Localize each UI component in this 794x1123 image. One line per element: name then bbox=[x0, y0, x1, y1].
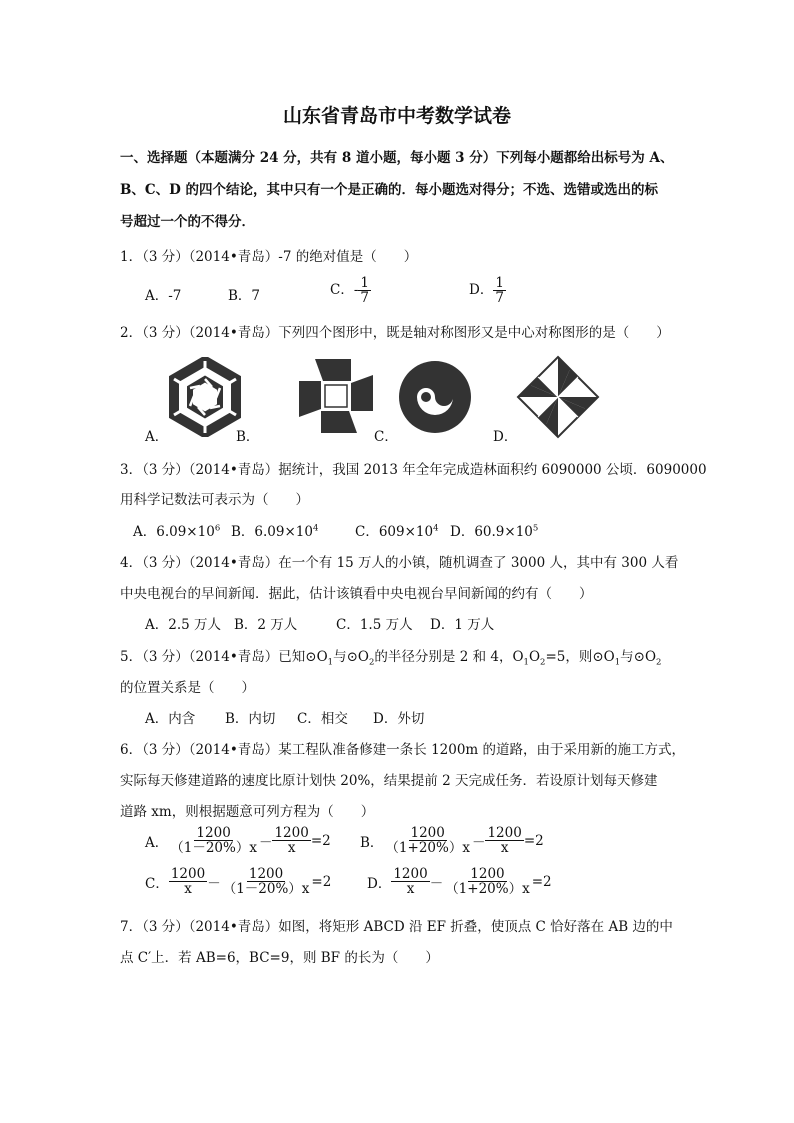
q1-c-numerator: 1 bbox=[360, 275, 369, 291]
q6-c-fraction-2 bbox=[221, 867, 312, 896]
q3-option-b-base: B．6.09×10 bbox=[231, 524, 313, 540]
q5-text-1: 5．（3 分）（2014•青岛）已知⊙O bbox=[120, 649, 328, 665]
q1-option-a: A．-7 bbox=[145, 288, 182, 304]
q6-a-equals: =2 bbox=[310, 832, 331, 849]
question-5-line-2: 的位置关系是（ ） bbox=[120, 680, 255, 696]
q6-c-f2-numerator: 1200 bbox=[248, 866, 284, 882]
question-4-line-1: 4．（3 分）（2014•青岛）在一个有 15 万人的小镇，随机调查了 3000 人，其中有 300 人看 bbox=[120, 555, 679, 571]
q5-text-6: 与⊙O bbox=[620, 649, 657, 665]
q3-option-c-exponent: 4 bbox=[433, 523, 439, 534]
q5-text-5: =5，则⊙O bbox=[545, 649, 615, 665]
hexagon-swirl-icon bbox=[168, 357, 242, 437]
question-3-line-2: 用科学记数法可表示为（ ） bbox=[120, 492, 309, 508]
q6-option-a bbox=[145, 826, 331, 855]
question-1-stem: 1．（3 分）（2014•青岛）-7 的绝对值是（ ） bbox=[120, 249, 418, 265]
q3-option-d-base: D．60.9×10 bbox=[450, 524, 533, 540]
diamond-pinwheel-icon bbox=[516, 355, 600, 439]
q3-option-c bbox=[355, 520, 439, 540]
q6-c-f1-numerator: 1200 bbox=[170, 866, 206, 882]
q6-a-f1-denominator: （1－20%）x bbox=[170, 840, 257, 857]
tomoe-circle-icon bbox=[397, 359, 473, 435]
square-pinwheel-icon bbox=[295, 355, 377, 437]
q2-option-d-label: D． bbox=[493, 429, 518, 445]
q6-d-equals: =2 bbox=[531, 873, 552, 890]
q1-d-denominator: 7 bbox=[495, 290, 504, 307]
q6-option-d-label: D． bbox=[367, 875, 392, 892]
q3-option-a bbox=[133, 520, 220, 540]
q6-option-a-label: A． bbox=[145, 834, 169, 851]
q1-option-c-fraction bbox=[358, 276, 371, 305]
q6-option-c bbox=[145, 867, 331, 896]
q6-c-minus: － bbox=[207, 875, 221, 892]
q6-a-f2-numerator: 1200 bbox=[274, 825, 309, 841]
q3-option-d-exponent: 5 bbox=[532, 523, 539, 534]
question-3-line-1: 3．（3 分）（2014•青岛）据统计，我国 2013 年全年完成造林面积约 6090000 公顷．6090000 bbox=[120, 462, 707, 478]
question-6-line-1: 6．（3 分）（2014•青岛）某工程队准备修建一条长 1200m 的道路，由于采用新的施工方式， bbox=[120, 742, 686, 758]
q4-option-b: B．2 万人 bbox=[234, 617, 298, 633]
q1-d-numerator: 1 bbox=[495, 275, 504, 291]
page-title: 山东省青岛市中考数学试卷 bbox=[282, 105, 511, 127]
q6-option-b-label: B． bbox=[360, 834, 384, 851]
q4-option-c: C．1.5 万人 bbox=[336, 617, 413, 633]
q6-b-f2-denominator: x bbox=[500, 840, 509, 857]
q6-d-f1-denominator: x bbox=[406, 881, 415, 898]
section-instructions-line-2: B、C、D 的四个结论，其中只有一个是正确的．每小题选对得分；不选、选错或选出的标 bbox=[120, 182, 659, 198]
q5-option-b: B．内切 bbox=[225, 711, 276, 727]
q3-option-a-base: A．6.09×10 bbox=[133, 524, 215, 540]
question-6-line-2: 实际每天修建道路的速度比原计划快 20%，结果提前 2 天完成任务．若设原计划每天修建 bbox=[120, 773, 658, 789]
q4-option-d: D．1 万人 bbox=[430, 617, 495, 633]
q6-d-f2-denominator: （1+20%）x bbox=[445, 881, 530, 898]
q4-option-a: A．2.5 万人 bbox=[145, 617, 222, 633]
q1-c-denominator: 7 bbox=[360, 290, 369, 307]
q1-option-c bbox=[330, 276, 371, 305]
q6-d-fraction-1 bbox=[391, 867, 429, 896]
q6-c-equals: =2 bbox=[311, 873, 332, 890]
q5-option-d: D．外切 bbox=[373, 711, 425, 727]
question-5-line-1 bbox=[120, 645, 662, 668]
q6-d-minus: － bbox=[429, 875, 444, 892]
q6-a-fraction-1 bbox=[168, 826, 259, 855]
q6-d-f1-numerator: 1200 bbox=[393, 866, 428, 882]
q3-option-c-base: C．609×10 bbox=[355, 524, 434, 540]
q5-sub-1: 1 bbox=[327, 657, 334, 668]
q6-b-f2-numerator: 1200 bbox=[487, 825, 522, 841]
q5-text-4: O bbox=[528, 649, 541, 665]
q6-option-c-label: C． bbox=[145, 875, 169, 892]
q6-d-f2-numerator: 1200 bbox=[470, 866, 505, 882]
q5-text-3: 的半径分别是 2 和 4，O bbox=[374, 649, 524, 665]
q6-c-f1-denominator: x bbox=[184, 881, 192, 898]
question-7-line-1: 7．（3 分）（2014•青岛）如图，将矩形 ABCD 沿 EF 折叠，使顶点 C 恰好落在 AB 边的中 bbox=[120, 919, 673, 935]
q5-text-2: 与⊙O bbox=[333, 649, 369, 665]
q1-option-b: B．7 bbox=[228, 288, 261, 304]
question-6-line-3: 道路 xm，则根据题意可列方程为（ ） bbox=[120, 804, 375, 820]
q5-option-c: C．相交 bbox=[297, 711, 348, 727]
q3-option-b-exponent: 4 bbox=[312, 523, 319, 534]
q2-option-a-label: A． bbox=[145, 429, 169, 445]
q6-b-f1-denominator: （1+20%）x bbox=[385, 840, 470, 857]
q1-option-d bbox=[469, 276, 506, 305]
q6-b-f1-numerator: 1200 bbox=[410, 825, 445, 841]
q6-a-f1-numerator: 1200 bbox=[196, 825, 231, 841]
question-2-stem: 2．（3 分）（2014•青岛）下列四个图形中，既是轴对称图形又是中心对称图形的是（ ） bbox=[120, 325, 670, 341]
q6-c-fraction-1 bbox=[169, 867, 207, 896]
q3-option-a-exponent: 6 bbox=[214, 523, 221, 534]
question-7-line-2: 点 C′上．若 AB=6，BC=9，则 BF 的长为（ ） bbox=[120, 950, 439, 966]
q1-option-d-fraction bbox=[493, 276, 506, 305]
q5-sub-4: 2 bbox=[540, 657, 546, 668]
q3-option-b bbox=[231, 520, 318, 540]
q5-sub-6: 2 bbox=[656, 657, 662, 668]
q5-option-a: A．内含 bbox=[145, 711, 196, 727]
question-4-line-2: 中央电视台的早间新闻．据此，估计该镇看中央电视台早间新闻的约有（ ） bbox=[120, 586, 593, 602]
q6-option-d bbox=[367, 867, 552, 896]
q6-b-fraction-1 bbox=[383, 826, 472, 855]
q6-a-fraction-2 bbox=[272, 826, 310, 855]
q5-sub-3: 1 bbox=[523, 657, 529, 668]
q5-sub-5: 1 bbox=[614, 657, 621, 668]
q6-b-minus: － bbox=[471, 834, 486, 851]
q3-option-d bbox=[450, 520, 538, 540]
section-instructions-line-1: 一、选择题（本题满分 24 分，共有 8 道小题，每小题 3 分）下列每小题都给出标号为 A、 bbox=[120, 150, 674, 166]
q2-option-b-label: B． bbox=[236, 429, 260, 445]
q6-option-b bbox=[360, 826, 544, 855]
section-instructions-line-3: 号超过一个的不得分． bbox=[120, 214, 255, 230]
q2-option-c-label: C． bbox=[374, 429, 398, 445]
q6-b-fraction-2 bbox=[485, 826, 523, 855]
q6-a-minus: － bbox=[258, 834, 273, 851]
q1-option-d-label: D． bbox=[469, 282, 494, 299]
q6-b-equals: =2 bbox=[523, 832, 544, 849]
q6-d-fraction-2 bbox=[443, 867, 532, 896]
q5-sub-2: 2 bbox=[368, 657, 375, 668]
q6-a-f2-denominator: x bbox=[287, 840, 296, 857]
q1-option-c-label: C．- bbox=[330, 282, 359, 299]
q6-c-f2-denominator: （1－20%）x bbox=[222, 881, 310, 898]
